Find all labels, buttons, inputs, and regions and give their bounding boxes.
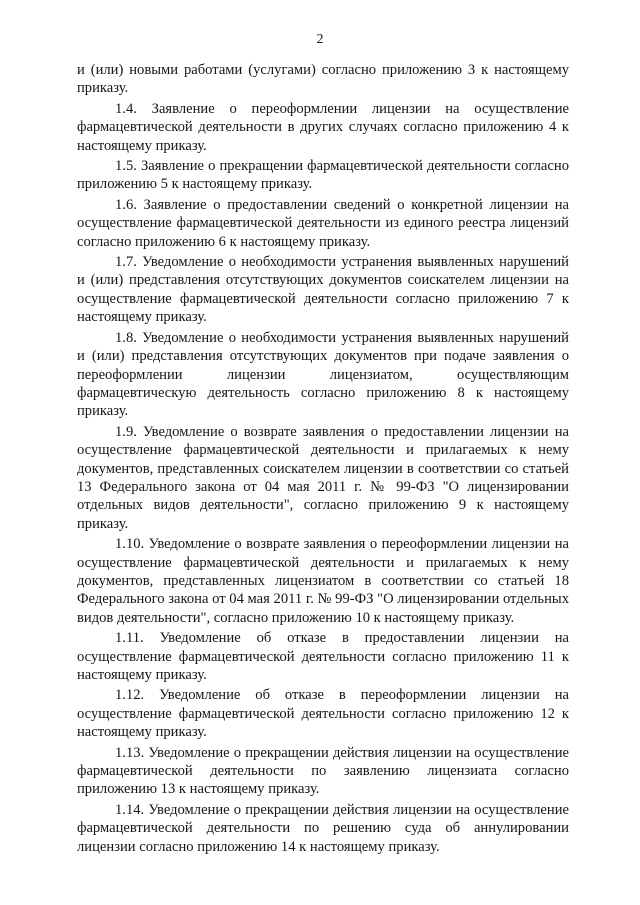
paragraph-1-7: 1.7. Уведомление о необходимости устранения выявленных нарушений и (или) представления отсутствующих документов соискателем лицензии на осуществление фармацевтической деятельности согласно приложению 7 к настоящему приказу. xyxy=(77,254,569,326)
paragraph-continuation: и (или) новыми работами (услугами) согласно приложению 3 к настоящему приказу. xyxy=(77,62,569,97)
paragraph-1-13: 1.13. Уведомление о прекращении действия лицензии на осуществление фармацевтической деятельности по заявлению лицензиата согласно приложению 13 к настоящему приказу. xyxy=(77,744,569,798)
page-number: 2 xyxy=(316,32,324,47)
paragraph-1-12: 1.12. Уведомление об отказе в переоформлении лицензии на осуществление фармацевтической деятельности согласно приложению 12 к настоящему приказу. xyxy=(77,687,569,741)
paragraph-1-10: 1.10. Уведомление о возврате заявления о переоформлении лицензии на осуществление фармацевтической деятельности и прилагаемых к нему документов, представленных лицензиатом в соответствии со статьей 18 Федерального закона от 04 мая 2011 г. № 99-ФЗ "О лицензировании отдельных видов деятельности", согласно приложению 10 к настоящему приказу. xyxy=(77,536,569,626)
paragraph-1-8: 1.8. Уведомление о необходимости устранения выявленных нарушений и (или) представления отсутствующих документов при подаче заявления о переоформлении лицензии лицензиатом, осуществляющим фармацевтическую деятельность согласно приложению 8 к настоящему приказу. xyxy=(77,329,569,420)
paragraph-1-11: 1.11. Уведомление об отказе в предоставлении лицензии на осуществление фармацевтической деятельности согласно приложению 11 к настоящему приказу. xyxy=(77,630,569,683)
paragraph-1-14: 1.14. Уведомление о прекращении действия лицензии на осуществление фармацевтической деятельности по решению суда об аннулировании лицензии согласно приложению 14 к настоящему приказу. xyxy=(77,801,569,855)
paragraph-1-5: 1.5. Заявление о прекращении фармацевтической деятельности согласно приложению 5 к настоящему приказу. xyxy=(77,158,569,193)
paragraph-1-4: 1.4. Заявление о переоформлении лицензии на осуществление фармацевтической деятельности в других случаях согласно приложению 4 к настоящему приказу. xyxy=(77,100,569,154)
paragraph-1-9: 1.9. Уведомление о возврате заявления о предоставлении лицензии на осуществление фармацевтической деятельности и прилагаемых к нему документов, представленных соискателем лицензии в соответствии со статьей 13 Федерального закона от 04 мая 2011 г. № 99-ФЗ "О лицензировании отдельных видов деятельности", согласно приложению 9 к настоящему приказу. xyxy=(77,423,569,532)
paragraph-1-6: 1.6. Заявление о предоставлении сведений о конкретной лицензии на осуществление фармацевтической деятельности из единого реестра лицензий согласно приложению 6 к настоящему приказу. xyxy=(77,196,569,250)
document-body xyxy=(77,61,569,858)
